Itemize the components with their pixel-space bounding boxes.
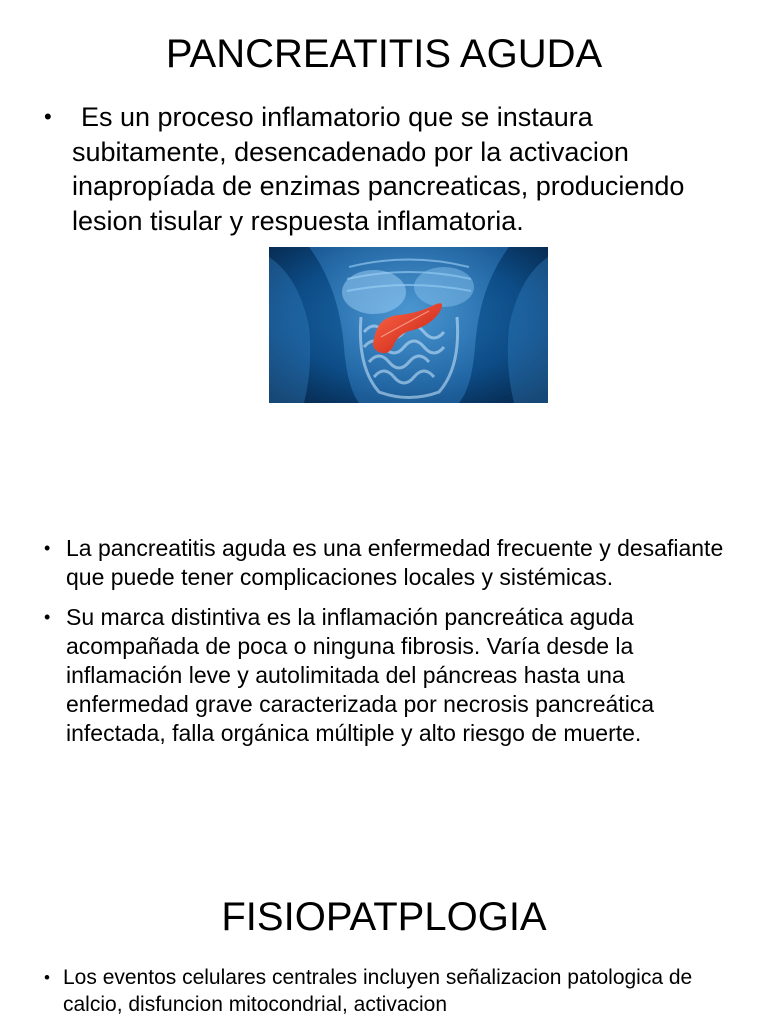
bullet-text: La pancreatitis aguda es una enfermedad frecuente y desafiante que puede tener complicaciones locales y sistémicas. xyxy=(66,535,724,590)
bullet-item xyxy=(44,964,744,1018)
pancreas-anatomy-illustration xyxy=(269,247,548,403)
bullet-item xyxy=(44,603,744,748)
slide-title-fisiopatologia: FISIOPATPLOGIA xyxy=(221,895,547,939)
bullet-marker: • xyxy=(44,104,52,129)
intro-bullet-list xyxy=(44,100,744,238)
fisio-bullet-list xyxy=(44,964,744,1018)
detail-bullet-list xyxy=(44,534,744,759)
bullet-marker: • xyxy=(44,607,51,627)
bullet-item xyxy=(44,534,744,592)
bullet-marker: • xyxy=(44,538,51,558)
bullet-text: Los eventos celulares centrales incluyen señalizacion patologica de calcio, disfuncion mitocondrial, activacion xyxy=(63,966,693,1016)
bullet-text: Es un proceso inflamatorio que se instaura subitamente, desencadenado por la activacion inapropíada de enzimas pancreaticas, produciendo lesion tisular y respuesta inflamatoria. xyxy=(72,102,685,236)
bullet-marker: • xyxy=(44,968,50,987)
slide-title-pancreatitis: PANCREATITIS AGUDA xyxy=(165,32,603,76)
bullet-text: Su marca distintiva es la inflamación pancreática aguda acompañada de poca o ninguna fibrosis. Varía desde la inflamación leve y autolimitada del páncreas hasta una enfermedad grave caracterizada por necrosis pancreática infectada, falla orgánica múltiple y alto riesgo de muerte. xyxy=(66,604,655,746)
bullet-item xyxy=(44,100,744,238)
